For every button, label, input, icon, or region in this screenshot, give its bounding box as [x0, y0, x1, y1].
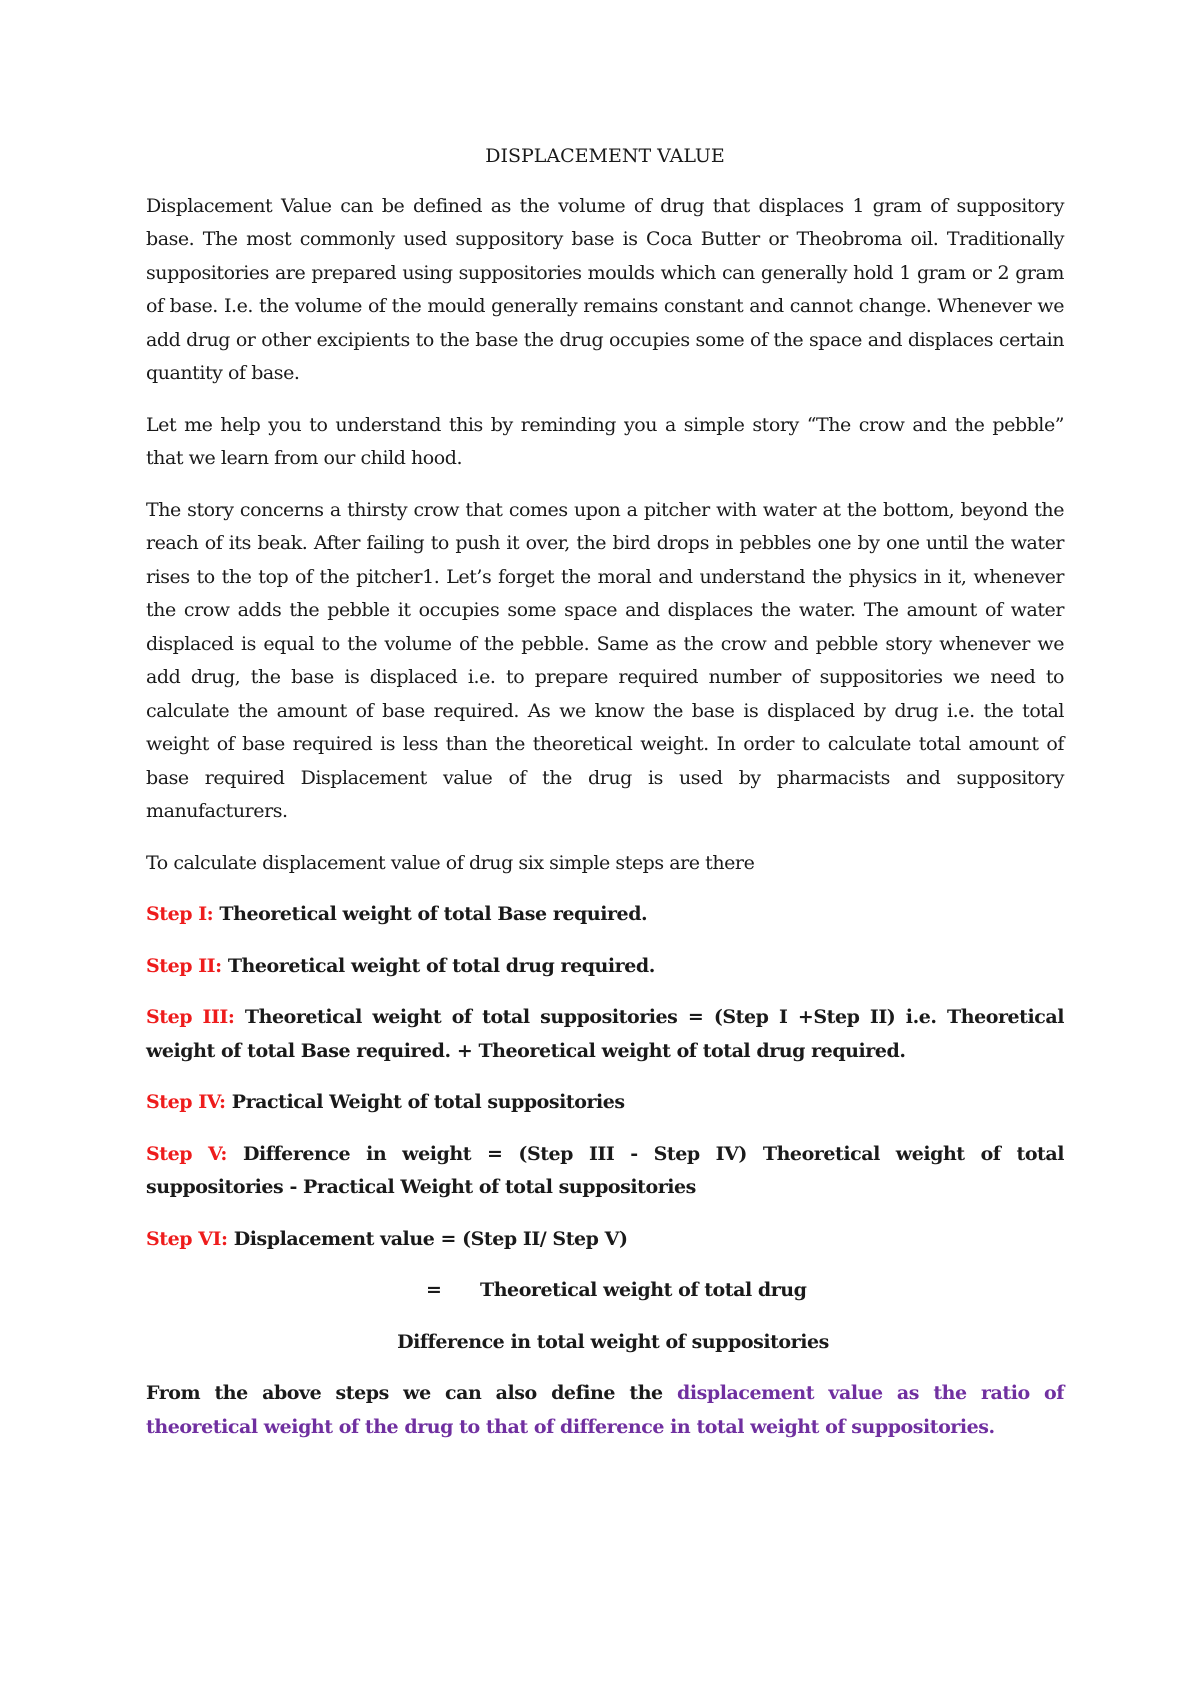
step-2-text: Theoretical weight of total drug required.: [221, 954, 655, 977]
formula-denominator: Difference in total weight of suppositories: [397, 1330, 829, 1353]
step-5-label: Step V:: [146, 1142, 227, 1165]
document-title: DISPLACEMENT VALUE: [485, 145, 725, 167]
steps-intro-paragraph: To calculate displacement value of drug six simple steps are there: [146, 851, 755, 874]
step-6: [146, 1223, 1064, 1257]
story-intro-paragraph: Let me help you to understand this by reminding you a simple story “The crow and the pebble” that we learn from our child hood.: [146, 413, 1064, 469]
conclusion-paragraph: [146, 1377, 1064, 1444]
definition-paragraph: Displacement Value can be defined as the volume of drug that displaces 1 gram of suppository base. The most commonly used suppository base is Coca Butter or Theobroma oil. Traditionally suppositories are prepared using suppositories moulds which can generally hold 1 gram or 2 gram of base. I.e. the volume of the mould generally remains constant and cannot change. Whenever we add drug or other excipients to the base the drug occupies some of the space and displaces certain quantity of base.: [146, 194, 1064, 384]
step-3-text: Theoretical weight of total suppositories = (Step I +Step II) i.e. Theoretical weight of total Base required. + Theoretical weight of total drug required.: [146, 1006, 1064, 1062]
step-3: [146, 1001, 1064, 1068]
step-6-label: Step VI:: [146, 1227, 228, 1250]
step-4: [146, 1086, 1064, 1120]
step-1-text: Theoretical weight of total Base required.: [213, 903, 648, 925]
step-2: [146, 950, 1064, 984]
formula-equals-sign: =: [426, 1279, 442, 1301]
step-5: [146, 1138, 1064, 1205]
step-3-label: Step III:: [146, 1006, 235, 1028]
step-6-text: Displacement value = (Step II/ Step V): [227, 1227, 628, 1250]
step-4-label: Step IV:: [146, 1091, 226, 1113]
step-4-text: Practical Weight of total suppositories: [225, 1091, 625, 1113]
step-2-label: Step II:: [146, 954, 222, 977]
step-5-text: Difference in weight = (Step III - Step IV) Theoretical weight of total suppositories - Practical Weight of total suppositories: [146, 1142, 1064, 1198]
document-page: [146, 140, 1064, 1444]
conclusion-highlight: displacement value as the ratio of theoretical weight of the drug to that of difference in total weight of suppositories.: [146, 1382, 1064, 1438]
formula-numerator: Theoretical weight of total drug: [480, 1279, 807, 1301]
story-paragraph: The story concerns a thirsty crow that comes upon a pitcher with water at the bottom, beyond the reach of its beak. After failing to push it over, the bird drops in pebbles one by one until the water rises to the top of the pitcher1. Let’s forget the moral and understand the physics in it, whenever the crow adds the pebble it occupies some space and displaces the water. The amount of water displaced is equal to the volume of the pebble. Same as the crow and pebble story whenever we add drug, the base is displaced i.e. to prepare required number of suppositories we need to calculate the amount of base required. As we know the base is displaced by drug i.e. the total weight of base required is less than the theoretical weight. In order to calculate total amount of base required Displacement value of the drug is used by pharmacists and suppository manufacturers.: [146, 498, 1064, 822]
formula-numerator-line: [146, 1274, 1064, 1308]
step-1-label: Step I:: [146, 903, 214, 925]
conclusion-lead: From the above steps we can also define the: [146, 1382, 678, 1404]
step-1: [146, 898, 1064, 932]
